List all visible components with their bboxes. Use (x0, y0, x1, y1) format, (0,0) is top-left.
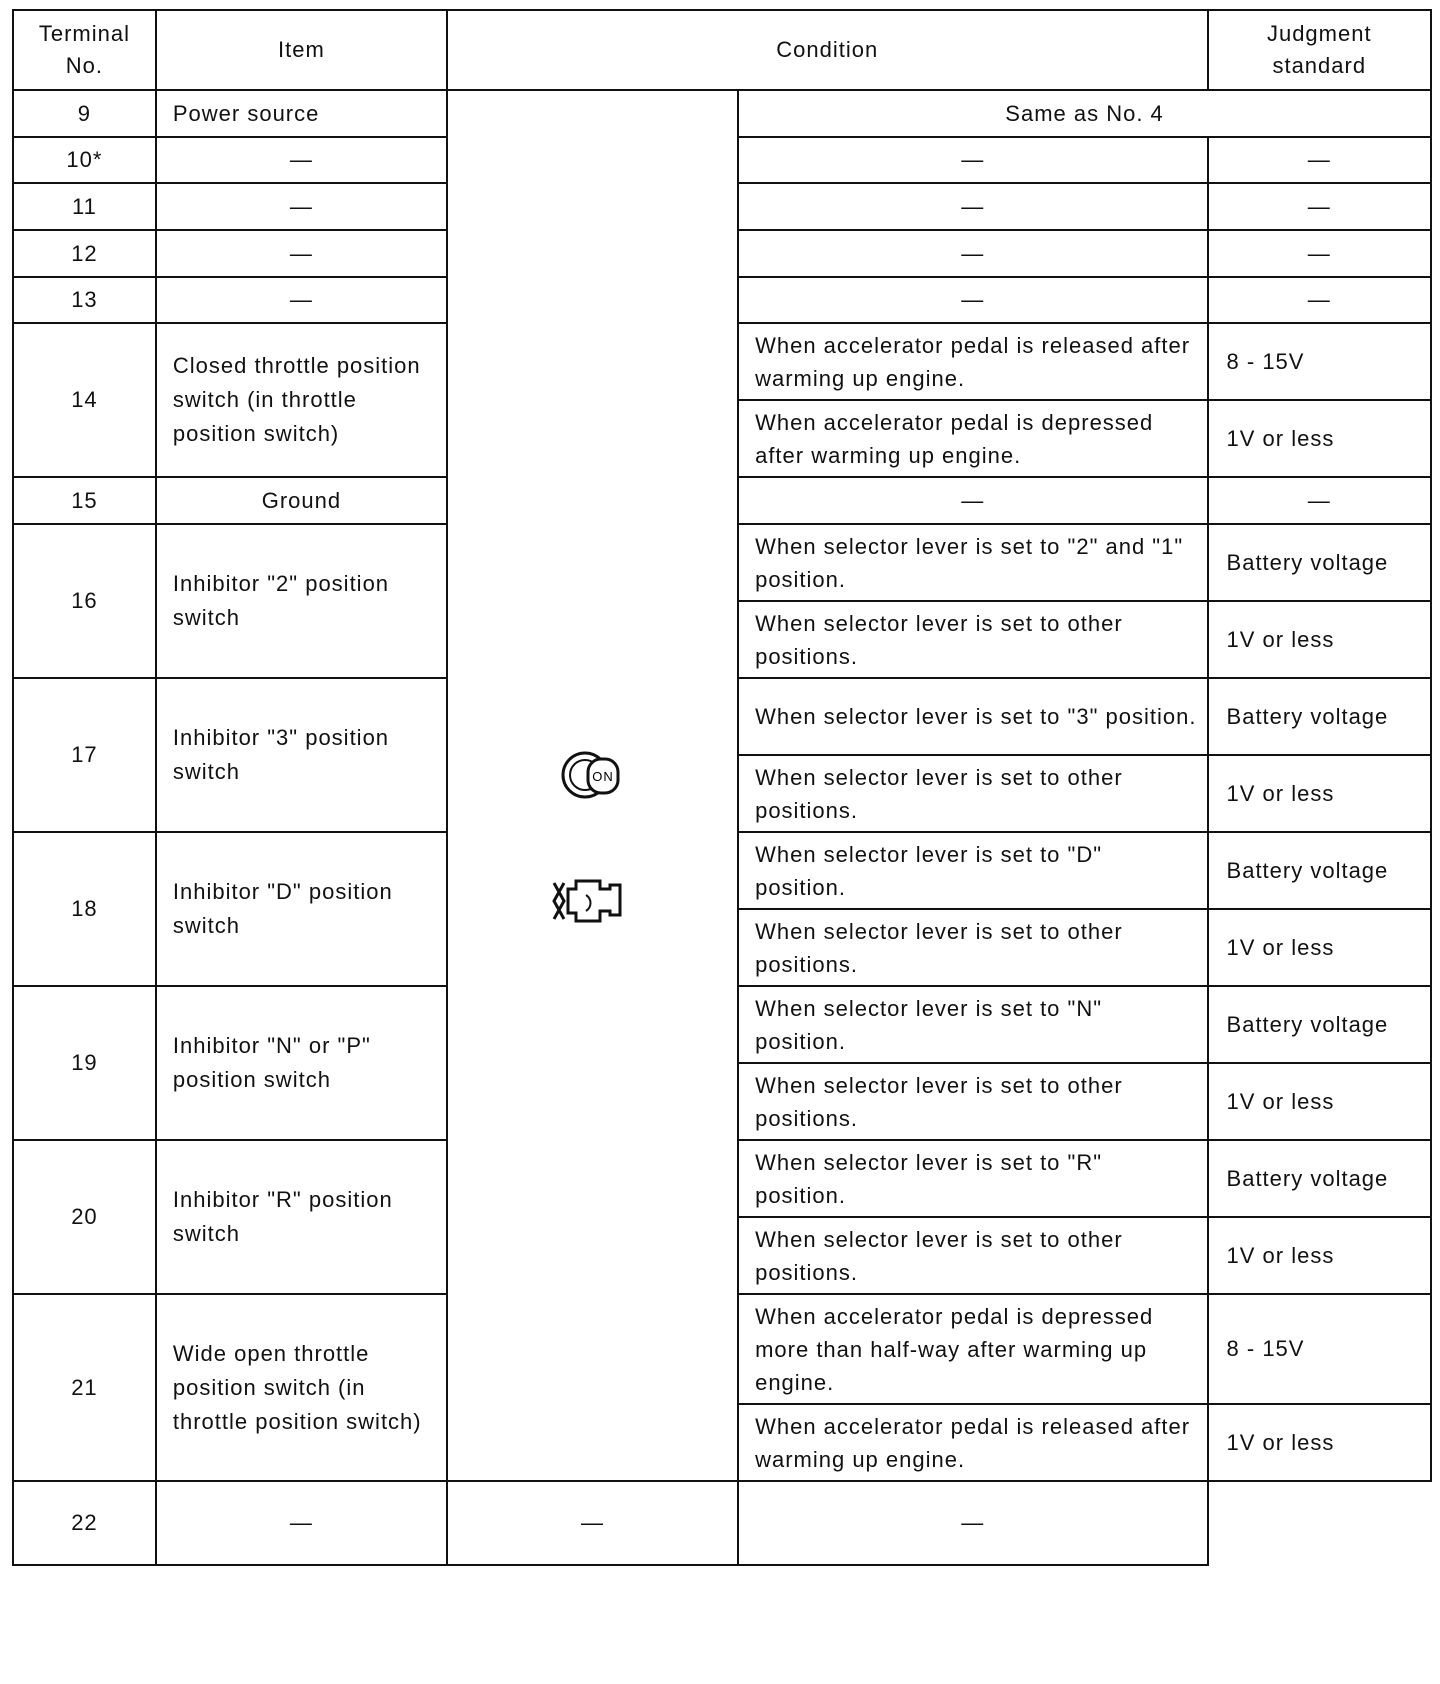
terminal-number: 12 (13, 230, 156, 277)
terminal-number: 14 (13, 323, 156, 477)
judgment-value: Battery voltage (1208, 832, 1431, 909)
judgment-value: 8 - 15V (1208, 1294, 1431, 1404)
item-label: — (156, 137, 447, 183)
judgment-value: 8 - 15V (1208, 323, 1431, 400)
item-label: Closed throttle position switch (in throttle position switch) (156, 323, 447, 477)
condition-text: When accelerator pedal is depressed more than half-way after warming up engine. (738, 1294, 1207, 1404)
terminal-number: 13 (13, 277, 156, 323)
condition-icons-cell (447, 90, 738, 1481)
item-label: Inhibitor "N" or "P" position switch (156, 986, 447, 1140)
same-as-note: Same as No. 4 (738, 90, 1431, 137)
judgment-value: — (1208, 183, 1431, 230)
condition-text: When accelerator pedal is released after warming up engine. (738, 323, 1207, 400)
item-label: — (156, 230, 447, 277)
item-label: — (156, 1481, 447, 1565)
header-row (13, 10, 1431, 90)
terminal-number: 20 (13, 1140, 156, 1294)
terminal-inspection-table (12, 9, 1432, 1566)
judgment-value: Battery voltage (1208, 1140, 1431, 1217)
header-condition: Condition (447, 10, 1208, 90)
condition-text: When selector lever is set to "2" and "1" position. (738, 524, 1207, 601)
item-label: Power source (156, 90, 447, 137)
condition-text: — (738, 137, 1207, 183)
terminal-number: 21 (13, 1294, 156, 1481)
item-label: Ground (156, 477, 447, 524)
condition-text: — (738, 183, 1207, 230)
header-terminal: Terminal No. (13, 10, 156, 90)
ignition-on-icon (558, 741, 628, 811)
judgment-value: — (1208, 477, 1431, 524)
condition-text: When selector lever is set to "3" position. (738, 678, 1207, 755)
header-judgment: Judgment standard (1208, 10, 1431, 90)
terminal-number: 11 (13, 183, 156, 230)
judgment-value: 1V or less (1208, 1404, 1431, 1481)
item-label: Inhibitor "2" position switch (156, 524, 447, 678)
judgment-value: 1V or less (1208, 400, 1431, 477)
terminal-number: 19 (13, 986, 156, 1140)
terminal-table-page (12, 9, 1432, 1566)
condition-text: When selector lever is set to other positions. (738, 1063, 1207, 1140)
item-label: Inhibitor "D" position switch (156, 832, 447, 986)
terminal-number: 15 (13, 477, 156, 524)
judgment-value: 1V or less (1208, 1217, 1431, 1294)
judgment-value: 1V or less (1208, 1063, 1431, 1140)
judgment-value: 1V or less (1208, 909, 1431, 986)
condition-text: When selector lever is set to "N" position. (738, 986, 1207, 1063)
condition-text: When selector lever is set to other positions. (738, 755, 1207, 832)
terminal-number: 10* (13, 137, 156, 183)
judgment-value: Battery voltage (1208, 524, 1431, 601)
item-label: — (156, 183, 447, 230)
terminal-number: 18 (13, 832, 156, 986)
table-body (13, 90, 1431, 1565)
judgment-value: — (1208, 137, 1431, 183)
condition-text: When accelerator pedal is released after warming up engine. (738, 1404, 1207, 1481)
item-label: — (156, 277, 447, 323)
judgment-value: — (1208, 277, 1431, 323)
judgment-value: 1V or less (1208, 755, 1431, 832)
condition-icon-group (548, 741, 638, 931)
terminal-number: 17 (13, 678, 156, 832)
terminal-number: 16 (13, 524, 156, 678)
condition-text: — (738, 277, 1207, 323)
terminal-number: 9 (13, 90, 156, 137)
judgment-value: Battery voltage (1208, 986, 1431, 1063)
header-item: Item (156, 10, 447, 90)
judgment-value: 1V or less (1208, 601, 1431, 678)
judgment-value: — (1208, 230, 1431, 277)
judgment-value: — (738, 1481, 1207, 1565)
condition-text: When accelerator pedal is depressed after warming up engine. (738, 400, 1207, 477)
table-row (13, 90, 1431, 137)
condition-text: — (738, 230, 1207, 277)
ignition-on-label: ON (591, 768, 614, 784)
condition-text: When selector lever is set to "D" position. (738, 832, 1207, 909)
condition-text: When selector lever is set to other positions. (738, 909, 1207, 986)
table-row (13, 1481, 1431, 1565)
terminal-number: 22 (13, 1481, 156, 1565)
condition-text: When selector lever is set to other positions. (738, 601, 1207, 678)
engine-running-icon (548, 871, 638, 931)
condition-text: When selector lever is set to "R" position. (738, 1140, 1207, 1217)
item-label: Inhibitor "3" position switch (156, 678, 447, 832)
item-label: Wide open throttle position switch (in throttle position switch) (156, 1294, 447, 1481)
judgment-value: Battery voltage (1208, 678, 1431, 755)
condition-text: — (738, 477, 1207, 524)
item-label: Inhibitor "R" position switch (156, 1140, 447, 1294)
condition-text: — (447, 1481, 738, 1565)
condition-text: When selector lever is set to other positions. (738, 1217, 1207, 1294)
